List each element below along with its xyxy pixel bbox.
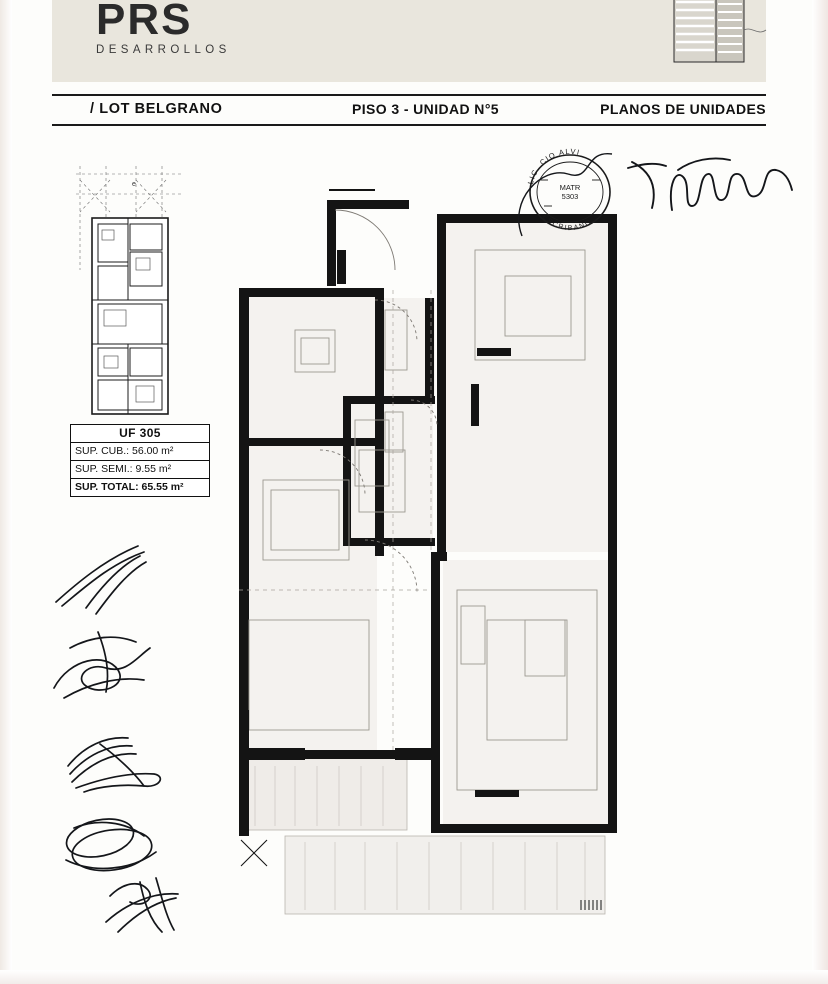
title-unit: PISO 3 - UNIDAD N°5 [352,101,499,117]
title-sheet: PLANOS DE UNIDADES [600,101,766,117]
sup-semi-row: SUP. SEMI.: 9.55 m² [71,461,209,479]
stamp-line2: 5303 [561,192,579,201]
signature-mark-4 [63,813,156,875]
handwritten-signature-top-right [622,150,802,230]
building-illustration-icon [660,0,770,70]
brand-name: PRS [96,0,193,44]
brand-tagline: DESARROLLOS [96,44,231,56]
sup-total-row: SUP. TOTAL: 65.55 m² [75,481,184,493]
key-plan-thumbnail [70,160,190,425]
svg-text:e: e [132,181,136,188]
stamp-line1: MATR [559,183,581,192]
title-rule-top [52,94,766,96]
handwritten-signature-cluster [40,530,220,940]
notary-stamp [518,140,622,236]
main-floor-plan [225,150,665,940]
signature-mark-3 [68,738,160,792]
scan-edge-right [812,0,828,984]
signature-mark-2 [54,632,150,698]
stamp-ring-top: LIC. CIO ALVI [525,146,582,186]
title-row [52,98,766,122]
stamp-ring-bottom: ESCRIBANO [540,213,594,233]
brand-logo [96,0,306,58]
svg-text:ESCRIBANO [541,214,594,233]
scan-edge-bottom [0,970,828,984]
signature-mark-1 [56,546,146,614]
signature-mark-5 [106,878,178,932]
title-rule-bottom [52,124,766,126]
sup-cub-row: SUP. CUB.: 56.00 m² [71,443,209,461]
unit-info-table [70,424,210,497]
unit-label: UF 305 [71,425,209,443]
title-project: / LOT BELGRANO [90,101,223,117]
scan-edge-left [0,0,12,984]
